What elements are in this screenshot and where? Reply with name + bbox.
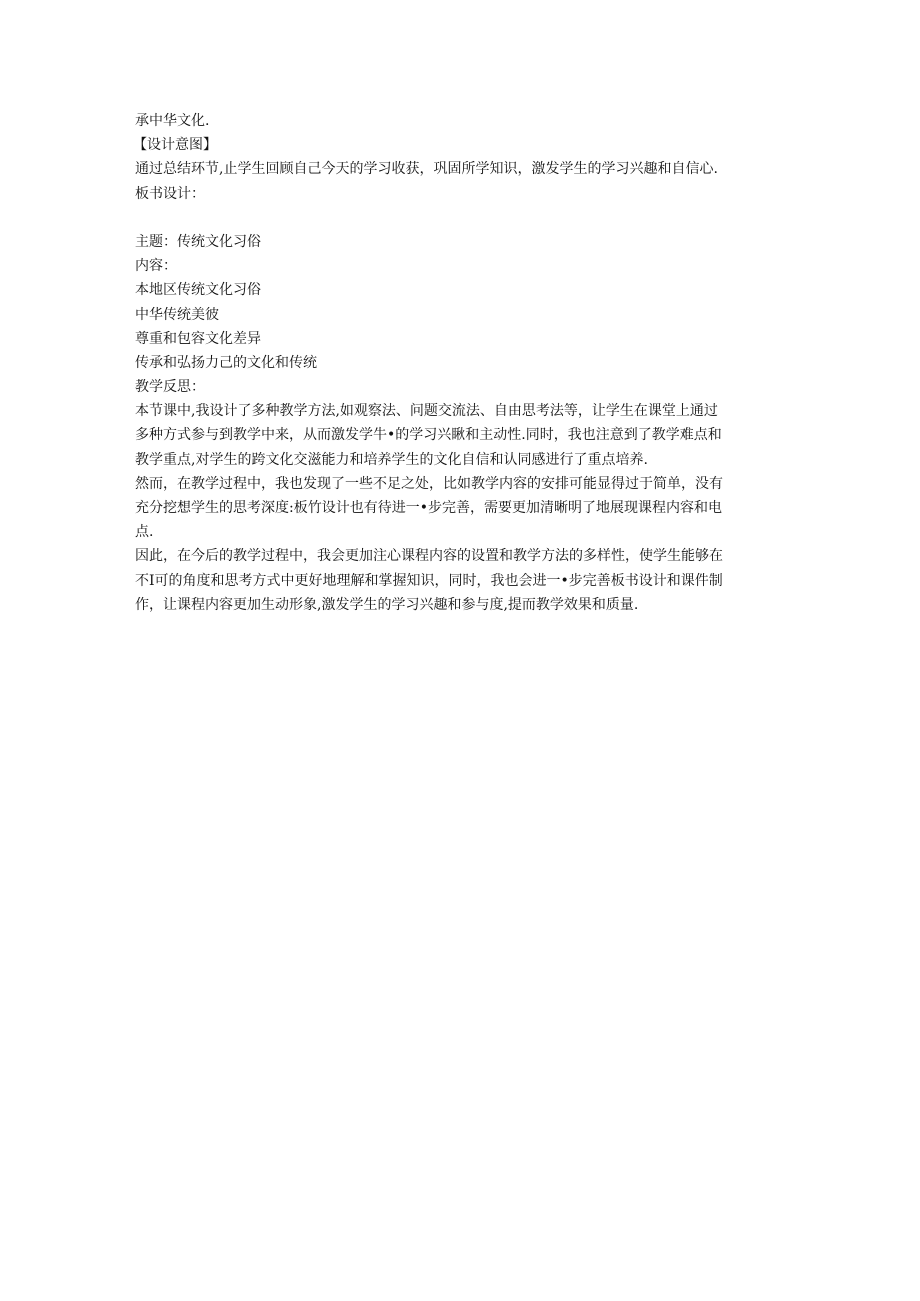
reflection-line: 本节课中,我设计了多种教学方法,如观察法、问题交流法、自由思考法等，让学生在课堂上通过 — [135, 403, 718, 420]
reflection-line: 不I可的角度和思考方式中更好地理解和掌握知识，同时，我也会进一•步完善板书设计和课件制 — [135, 572, 723, 589]
board-design-heading: 板书设计： — [135, 185, 205, 202]
reflection-heading: 教学反思： — [135, 379, 205, 396]
intro-line: 承中华文化. — [135, 113, 210, 129]
design-intent-heading: 【设计意图】 — [133, 137, 217, 154]
board-item: 中华传统美彼 — [135, 306, 219, 323]
board-content-label: 内容： — [135, 258, 177, 275]
board-item: 传承和弘扬力己的文化和传统 — [135, 354, 317, 371]
board-item: 本地区传统文化习俗 — [135, 282, 261, 299]
reflection-line: 充分挖想学生的思考深度:板竹设计也有待进一•步完善，需要更加清晰明了地展现课程内容和电 — [135, 500, 722, 516]
design-intent-text: 通过总结环节,止学生回顾自己今天的学习收获，巩固所学知识，激发学生的学习兴趣和自信心. — [135, 161, 718, 178]
reflection-line: 因此，在今后的教学过程中，我会更加注心课程内容的设置和教学方法的多样性，使学生能够在 — [135, 548, 723, 565]
reflection-line: 然而，在教学过程中，我也发现了一些不足之处，比如教学内容的安排可能显得过于简单，没有 — [135, 475, 723, 492]
reflection-line: 作，让课程内容更加生动形象,激发学生的学习兴趣和参与度,提而教学效果和质量. — [135, 596, 639, 613]
reflection-line: 点. — [135, 524, 154, 541]
board-topic: 主题：传统文化习俗 — [135, 233, 261, 250]
reflection-line: 教学重点,对学生的跨文化交滋能力和培养学生的文化自信和认同感进行了重点培养. — [135, 451, 648, 468]
document-page — [135, 109, 795, 617]
board-item: 尊重和包容文化差异 — [135, 330, 261, 347]
reflection-line: 多种方式参与到教学中来，从而激发学牛•的学习兴瞅和主动性.同时，我也注意到了教学难点和 — [135, 427, 722, 444]
blank-line — [135, 206, 795, 230]
